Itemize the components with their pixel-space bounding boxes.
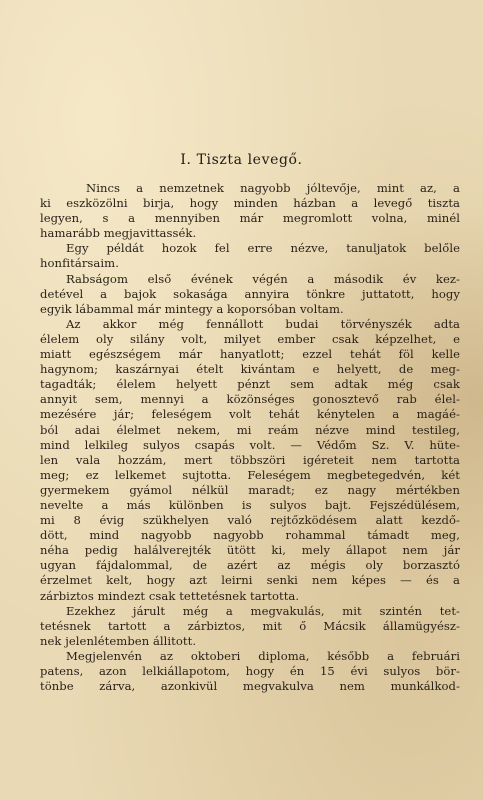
text-line: nek jelenlétemben állitott. xyxy=(40,633,197,648)
text-line: miatt egészségem már hanyatlott; ezzel tehát föl kelle xyxy=(40,347,460,362)
text-line: Egy példát hozok fel erre nézve, tanuljatok belőle xyxy=(66,241,460,256)
text-line: legyen, s a mennyiben már megromlott volna, minél xyxy=(40,211,460,226)
text-line: Az akkor még fennállott budai törvényszék adta xyxy=(66,316,460,331)
text-line: tetésnek tartott a zárbiztos, mit ő Mácsik államügyész- xyxy=(40,618,460,633)
text-line: ból adai élelmet nekem, mi reám nézve mind testileg, xyxy=(40,422,460,437)
text-line: élelem oly silány volt, milyet ember csak képzelhet, e xyxy=(40,331,460,346)
text-line: tagadták; élelem helyett pénzt sem adtak még csak xyxy=(40,377,460,392)
text-line: patens, azon lelkiállapotom, hogy én 15 évi sulyos bör- xyxy=(40,664,460,678)
chapter-heading: I. Tiszta levegő. xyxy=(180,152,303,168)
text-line: len vala hozzám, mert többszöri igéreteit nem tartotta xyxy=(40,452,460,467)
text-line: mind lelkileg sulyos csapás volt. — Védőm Sz. V. hüte- xyxy=(40,437,460,452)
text-line: gyermekem gyámol nélkül maradt; ez nagy mértékben xyxy=(40,482,460,497)
text-line: Nincs a nemzetnek nagyobb jóltevője, mint az, a xyxy=(86,181,460,195)
text-line: ki eszközölni birja, hogy minden házban a levegő tiszta xyxy=(40,196,460,211)
text-line: mi 8 évig szükhelyen való rejtőzködésem alatt kezdő- xyxy=(40,513,460,528)
text-line: dött, mind nagyobb nagyobb rohammal támadt meg, xyxy=(40,528,460,543)
text-line: Rabságom első évének végén a második év kez- xyxy=(66,271,460,286)
text-line: nevelte a más különben is sulyos bajt. Fejszédülésem, xyxy=(40,497,460,512)
text-line: annyit sem, mennyi a közönséges gonosztevő rab élel- xyxy=(40,392,460,407)
text-line: ugyan fájdalommal, de azért az mégis oly borzasztó xyxy=(40,558,460,573)
text-line: zárbiztos mindezt csak tettetésnek tartotta. xyxy=(40,588,300,603)
text-line: egyik lábammal már mintegy a koporsóban voltam. xyxy=(40,301,344,316)
text-line: honfitársaim. xyxy=(40,256,119,271)
text-line: mezésére jár; feleségem volt tehát kénytelen a magáé- xyxy=(40,407,460,422)
text-line: hagynom; kaszárnyai ételt kivántam e helyett, de meg- xyxy=(40,362,460,377)
text-line: Ezekhez járult még a megvakulás, mit szintén tet- xyxy=(66,603,460,618)
text-line: érzelmet kelt, hogy azt leirni senki nem képes — és a xyxy=(40,573,460,588)
text-line: meg; ez lelkemet sujtotta. Feleségem megbetegedvén, két xyxy=(40,467,460,482)
text-line: néha pedig halálverejték ütött ki, mely állapot nem jár xyxy=(40,543,460,558)
body-text xyxy=(40,181,460,694)
text-line: hamarább megjavittassék. xyxy=(40,226,197,241)
text-line: tönbe zárva, azonkivül megvakulva nem munkálkod- xyxy=(40,679,460,694)
text-line: Megjelenvén az oktoberi diploma, később a februári xyxy=(66,648,460,663)
text-line: detével a bajok sokasága annyira tönkre juttatott, hogy xyxy=(40,286,460,301)
